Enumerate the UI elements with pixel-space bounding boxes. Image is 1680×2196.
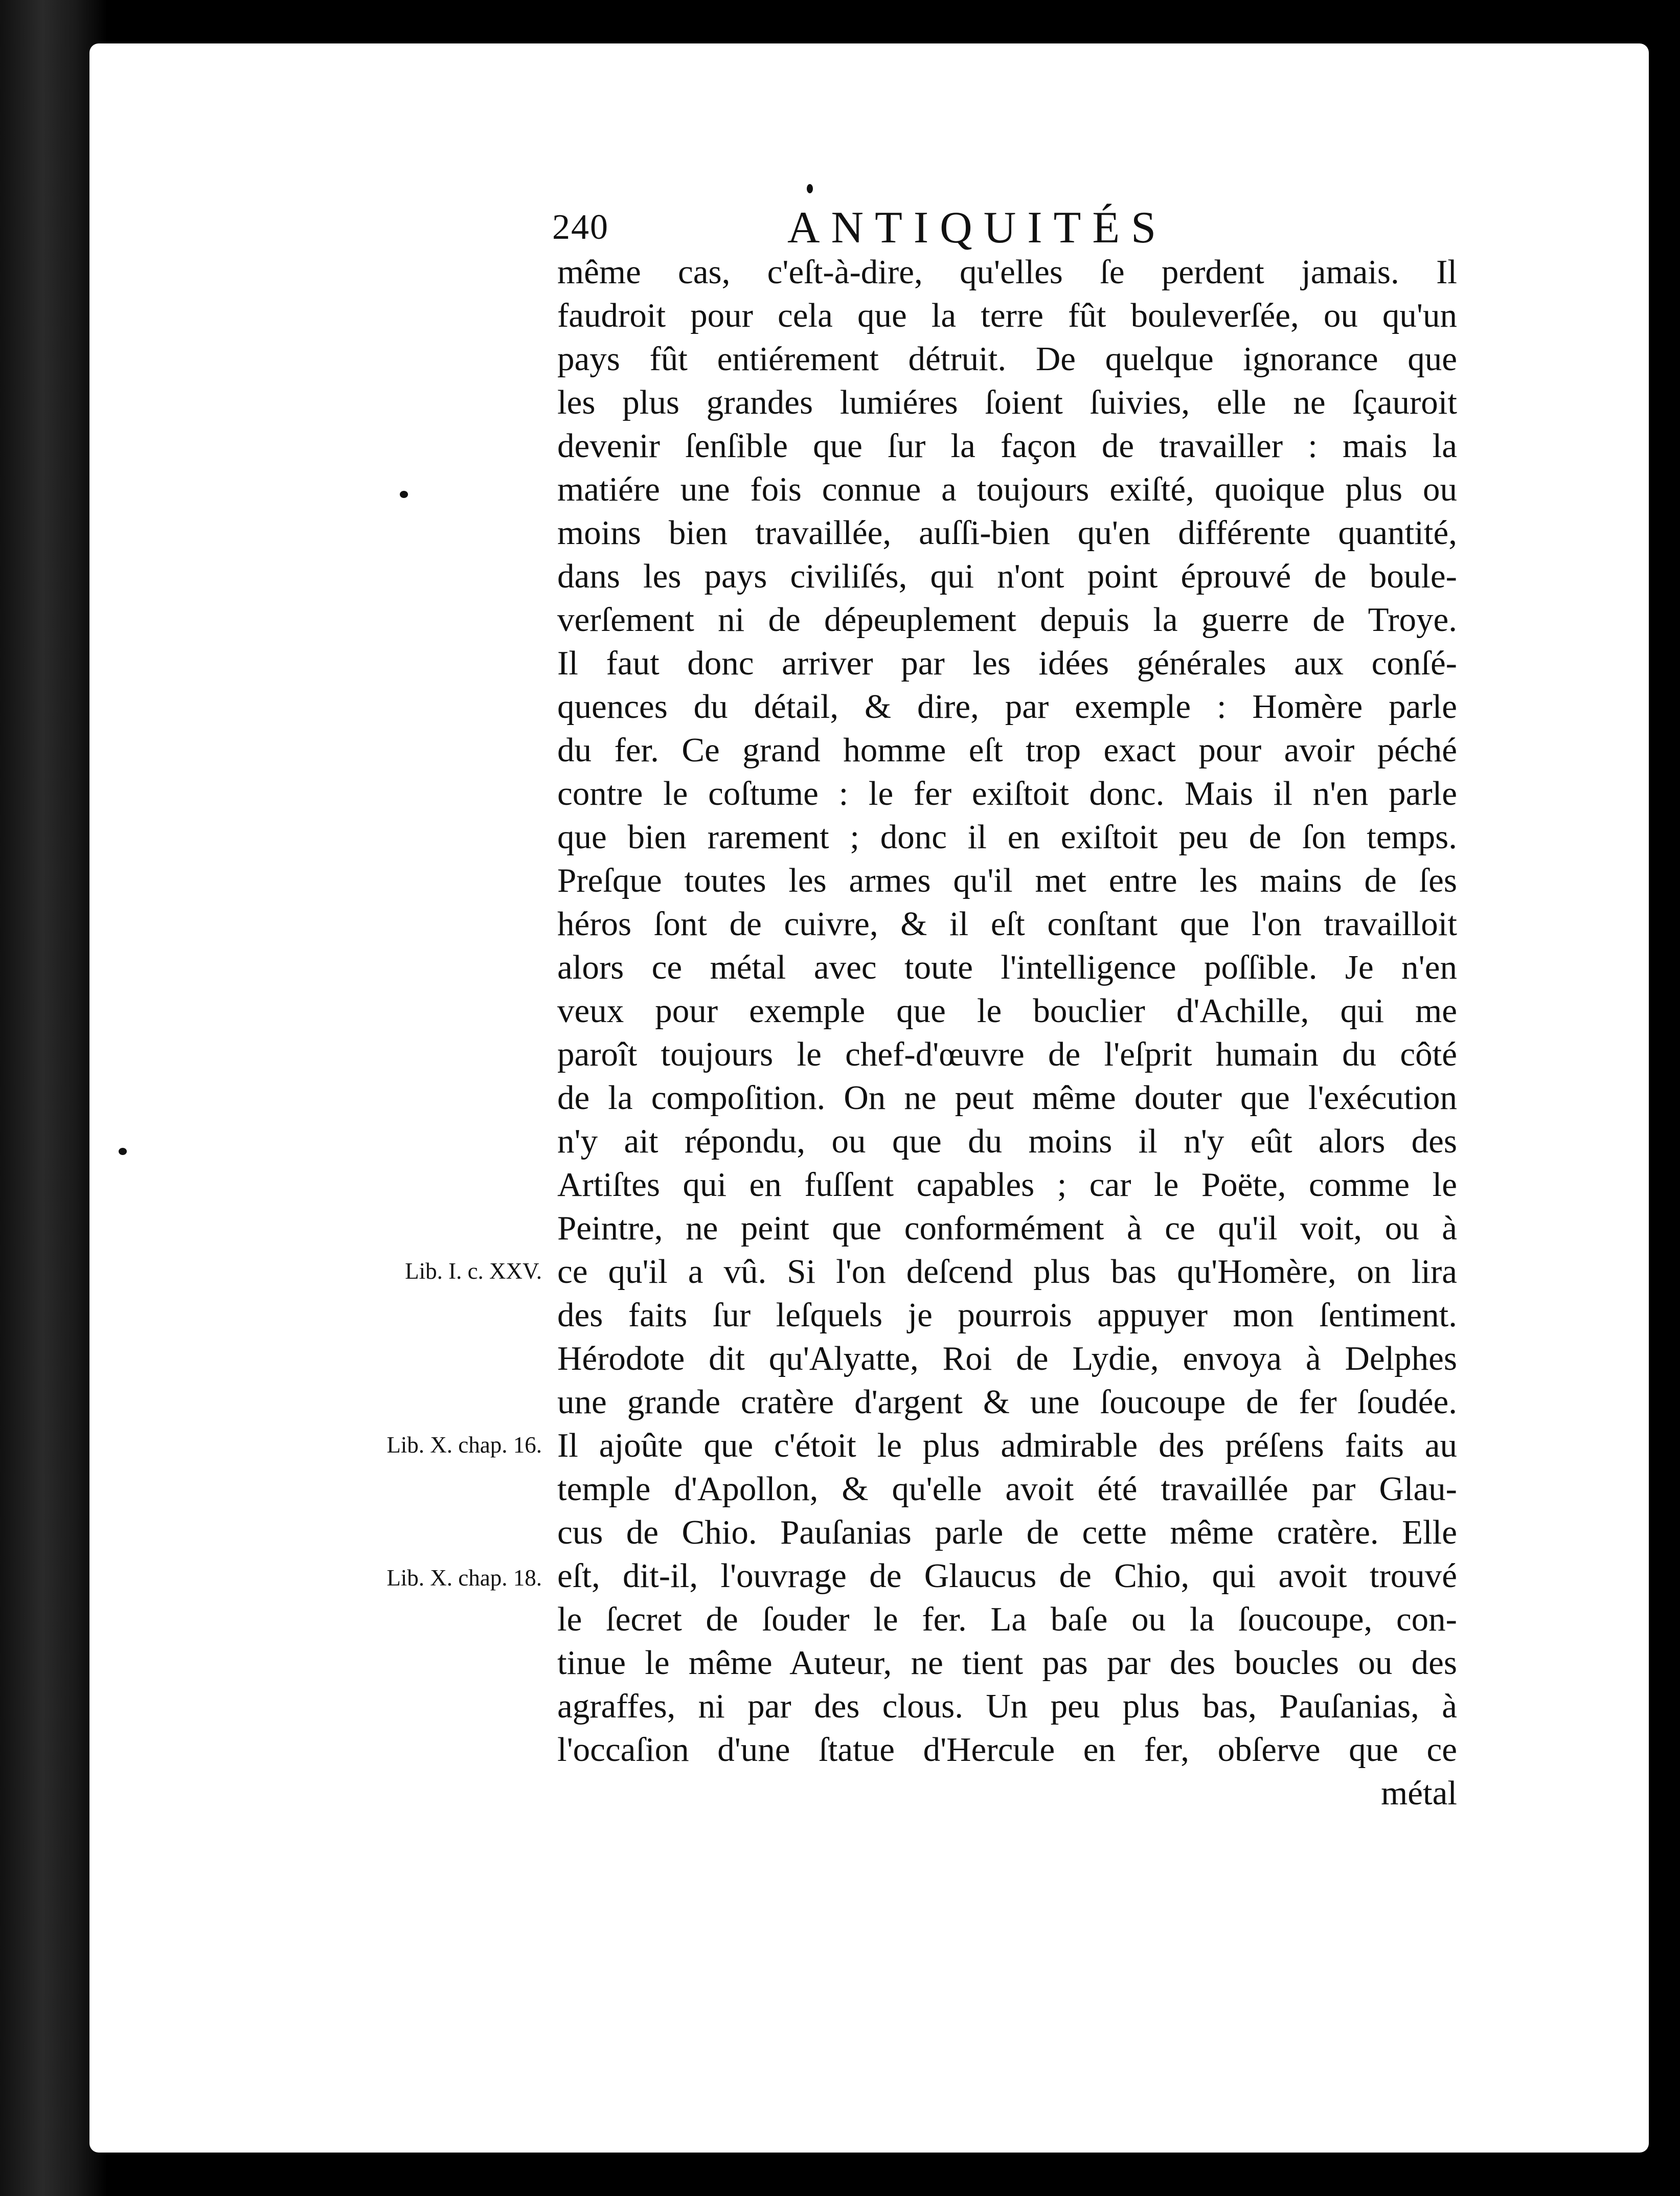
text-line: Peintre, ne peint que conformément à ce qu'il voit, ou à	[557, 1209, 1457, 1247]
catchword: métal	[1381, 1774, 1457, 1812]
text-line: l'occaſion d'une ſtatue d'Hercule en fer, obſerve que ce	[557, 1731, 1457, 1769]
text-line: moins bien travaillée, auſſi-bien qu'en différente quantité,	[557, 514, 1457, 552]
ink-speck	[807, 184, 813, 193]
ink-speck	[400, 491, 408, 498]
text-line: n'y ait répondu, ou que du moins il n'y eût alors des	[557, 1122, 1457, 1160]
text-line: alors ce métal avec toute l'intelligence poſſible. Je n'en	[557, 948, 1457, 986]
text-line: une grande cratère d'argent & une ſoucoupe de fer ſoudée.	[557, 1383, 1457, 1421]
text-line: temple d'Apollon, & qu'elle avoit été travaillée par Glau-	[557, 1470, 1457, 1508]
text-line: Artiſtes qui en fuſſent capables ; car le Poëte, comme le	[557, 1166, 1457, 1204]
margin-note: Lib. X. chap. 18.	[387, 1565, 542, 1591]
text-line: devenir ſenſible que ſur la façon de travailler : mais la	[557, 427, 1457, 465]
text-line: des faits ſur leſquels je pourrois appuyer mon ſentiment.	[557, 1296, 1457, 1334]
margin-note: Lib. X. chap. 16.	[387, 1432, 542, 1458]
text-line: Il ajoûte que c'étoit le plus admirable des préſens faits au	[557, 1427, 1457, 1464]
ink-speck	[119, 1148, 127, 1155]
text-line: quences du détail, & dire, par exemple : Homère parle	[557, 688, 1457, 726]
running-title: ANTIQUITÉS	[787, 203, 1168, 253]
text-line: matiére une fois connue a toujours exiſté, quoique plus ou	[557, 470, 1457, 508]
text-line: dans les pays civiliſés, qui n'ont point éprouvé de boule-	[557, 557, 1457, 595]
text-line: que bien rarement ; donc il en exiſtoit peu de ſon temps.	[557, 818, 1457, 856]
text-line: Preſque toutes les armes qu'il met entre les mains de ſes	[557, 862, 1457, 899]
running-head	[552, 202, 1462, 258]
text-line: contre le coſtume : le fer exiſtoit donc. Mais il n'en parle	[557, 775, 1457, 812]
text-line: Il faut donc arriver par les idées générales aux conſé-	[557, 644, 1457, 682]
text-line: du fer. Ce grand homme eſt trop exact pour avoir péché	[557, 731, 1457, 769]
text-line: veux pour exemple que le bouclier d'Achille, qui me	[557, 992, 1457, 1030]
text-line: pays fût entiérement détruit. De quelque ignorance que	[557, 340, 1457, 378]
text-line: paroît toujours le chef-d'œuvre de l'eſprit humain du côté	[557, 1035, 1457, 1073]
text-line: agraffes, ni par des clous. Un peu plus bas, Pauſanias, à	[557, 1687, 1457, 1725]
text-line: ce qu'il a vû. Si l'on deſcend plus bas qu'Homère, on lira	[557, 1253, 1457, 1291]
text-line: cus de Chio. Pauſanias parle de cette même cratère. Elle	[557, 1513, 1457, 1551]
text-line: tinue le même Auteur, ne tient pas par des boucles ou des	[557, 1644, 1457, 1682]
margin-note: Lib. I. c. XXV.	[405, 1258, 542, 1284]
text-line: le ſecret de ſouder le fer. La baſe ou la ſoucoupe, con-	[557, 1600, 1457, 1638]
text-line: verſement ni de dépeuplement depuis la guerre de Troye.	[557, 601, 1457, 639]
text-line: Hérodote dit qu'Alyatte, Roi de Lydie, envoya à Delphes	[557, 1340, 1457, 1377]
text-line: les plus grandes lumiéres ſoient ſuivies, elle ne ſçauroit	[557, 383, 1457, 421]
text-line: eſt, dit-il, l'ouvrage de Glaucus de Chio, qui avoit trouvé	[557, 1557, 1457, 1595]
body-text	[557, 251, 1457, 1815]
text-line: même cas, c'eſt-à-dire, qu'elles ſe perdent jamais. Il	[557, 253, 1457, 291]
text-line: faudroit pour cela que la terre fût bouleverſée, ou qu'un	[557, 297, 1457, 334]
text-line: de la compoſition. On ne peut même douter que l'exécution	[557, 1079, 1457, 1117]
page-number: 240	[552, 208, 609, 247]
text-line: héros ſont de cuivre, & il eſt conſtant que l'on travailloit	[557, 905, 1457, 943]
